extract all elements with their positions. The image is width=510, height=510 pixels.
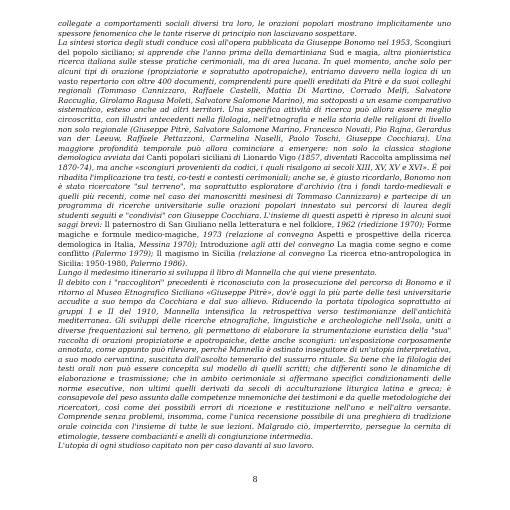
roman-text-segment: Raccolta amplissima bbox=[359, 153, 440, 163]
italic-text-segment: agli atti del convegno bbox=[251, 239, 338, 249]
italic-text-segment: (Palermo 1979); bbox=[92, 249, 157, 259]
italic-text-segment: di bbox=[233, 153, 243, 163]
italic-text-segment: Palermo 1986). bbox=[130, 258, 188, 268]
roman-text-segment: Scongiuri del popolo siciliano; bbox=[58, 38, 451, 57]
roman-text-segment: La ricerca etno-antropologica in Sicilia: 1950-1980, bbox=[58, 249, 452, 268]
roman-text-segment: Aspetti e prospettive della ricerca demologica in Italia, bbox=[58, 230, 451, 249]
italic-text-segment: Lungo il medesimo itinerario si sviluppa il libro di Mannella che qui viene presentato. bbox=[58, 268, 377, 278]
paragraph bbox=[58, 268, 451, 278]
italic-text-segment: si apprende che l'anno prima della demartiniana bbox=[137, 47, 330, 57]
roman-text-segment: La magia come segno e come conflitto bbox=[58, 239, 451, 259]
italic-text-segment: (relazione al convegno bbox=[238, 249, 328, 259]
paragraph bbox=[58, 19, 451, 38]
italic-text-segment: La sintesi storica degli studi conduce così all'opera pubblicata da Giuseppe Bonomo nel 1953, bbox=[58, 38, 415, 48]
paragraph bbox=[58, 278, 451, 441]
paragraph bbox=[58, 38, 451, 268]
roman-text-segment: Sud e magia, bbox=[329, 47, 384, 57]
body-text bbox=[58, 19, 451, 451]
roman-text-segment: Lionardo Vigo bbox=[242, 153, 299, 163]
italic-text-segment: Il debito con i "raccoglitori" precedenti è riconosciuto con la prosecuzione del percorso di Bonomo e il ritorno al Museo Etnografico Siciliano «Giuseppe Pitrè», dov'è oggi la più parte delle tesi universitarie accudite a suo tempo da Cocchiara e dal suo allievo. Riducendo la portata tipologica soprattutto ai gruppi I e II del 1910, Mannella intensifica la retrospettiva verso testimonianze dell'antichità mediterranea. Gli sviluppi delle ricerche etnografiche, linguistiche e archeologiche nell'Isola, uniti a diverse frequentazioni sul terreno, gli permettono di elaborare la strumentazione euristica della "sua" raccolta di orazioni propiziatorie e apotropaiche, dette anche scongiuri: un'esposizione corposamente annotata, come appunto può rilevare, perché Mannella è ostinato inseguitore di un'utopia interpretativa, a suo modo cervantina, suscitata dall'ascolto temerario del sussurro rituale. Sa bene che la filologia dei testi orali non può essere concepita sul modello di quelli scritti; che differenti sono le dinamiche di elaborazione e trasmissione; che in ambito cerimoniale si affermano specifici condizionamenti delle norme esecutive, non ultimi quelli derivati da secoli di acculturazione liturgica latina e greca; è consapevole del peso assunto dalle competenze mnemoniche dei testimoni e da quelle metodologiche dei ricercatori, così come dei possibili errori di ricezione e restituzione nell'uno e nell'altro versante. Comprende senza problemi, insomma, come l'unica recensione possibile di una preghiera di tradizione orale coincida con l'insieme di tutte le sue lezioni. Malgrado ciò, imperterrito, persegue la cernita di etimologie, tessere combaciantí e anelli di congiunzione intermedia. bbox=[58, 278, 451, 441]
page-number: 8 bbox=[252, 475, 258, 484]
italic-text-segment: collegate a comportamenti sociali diversi tra loro, le orazioni popolari mostrano implicitamente uno spessore fenomenico che le tante riserve di principio non lasciavano sospettare. bbox=[58, 19, 451, 38]
roman-text-segment: Introduzione bbox=[200, 239, 252, 249]
italic-text-segment: nel 1870-74), ma anche «scongiuri provenienti da codici, i quali risalgono ai secoli XIII, XV, XV e XVI». È poi ribadita l'implicazione tra testi, co-testi e contesti cerimoniali; anche se, è giusto ricordarlo, Bonomo non è stato ricercatore "sul terreno", ma soprattutto esploratore d'archivio (tra i fondi tardo-medievali e quelli più recenti, come nel caso dei manoscritti mesinesi di Tommaso Cannizzaro) e partecipe di un programma di ricerche universitarie sulle orazioni popolari innestato sui percorsi di laurea degli studenti seguiti e "condivisi" con Giuseppe Cocchiara. L'insieme di questi aspetti è ripreso in alcuni suoi saggi brevi: bbox=[58, 153, 451, 230]
italic-text-segment: L'utopia di ogni studioso capitato non per caso davanti al suo lavoro. bbox=[58, 441, 314, 451]
roman-text-segment: Il magismo in Sicilia bbox=[156, 249, 239, 259]
italic-text-segment: (1857, diventati bbox=[298, 153, 360, 163]
italic-text-segment: altra pionieristica ricerca italiana sulle stesse pratiche cerimoniali, ma di area lucana. In quel momento, anche solo per alcuni tipi di orazione (propiziatorie e sopratutto apotropaiche), entriamo davvero nella logica di un vasto repertorio con oltre 400 documenti, comprendenti pure quelli ereditati da Pitrè e da suoi colleghi regionali (Tommaso Cannizzaro, Raffaele Castelli, Mattia Di Martino, Corrado Melfi, Salvatore Raccuglia, Girolamo Ragusa Moleti, Salvatore Salomone Marino), ma sottoposti a un esame comparativo sistematico, esteso anche ad altri territori. Una specifica attività di ricerca può allora essere meglio circoscritta, con illustri antecedenti nella filologia, nell'etnografia e nella storia delle religioni di livello non solo regionale (Giuseppe Pitrè, Salvatore Salomone Marino, Francesco Novati, Pio Rajna, Gerardus van der Leeuw, Raffaele Pettazzoni, Carmelina Naselli, Paolo Toschi, Giuseppe Cocchiara). Una maggiore profondità temporale può allora cominciare a emergere: non solo la classica stagione demologica avviata dai bbox=[58, 47, 452, 163]
roman-text-segment: Canti popolari siciliani bbox=[146, 153, 234, 163]
italic-text-segment: 1973 (relazione al convegno bbox=[202, 230, 318, 240]
paragraph bbox=[58, 441, 451, 451]
italic-text-segment: 1962 (riedizione 1970); bbox=[336, 220, 427, 230]
roman-text-segment: Il paternostro di San Giuliano nella letteratura e nel folklore, bbox=[104, 220, 337, 230]
italic-text-segment: Messina 1970); bbox=[138, 239, 201, 249]
roman-text-segment: Forme magiche e formule medico-magiche, bbox=[58, 220, 452, 240]
